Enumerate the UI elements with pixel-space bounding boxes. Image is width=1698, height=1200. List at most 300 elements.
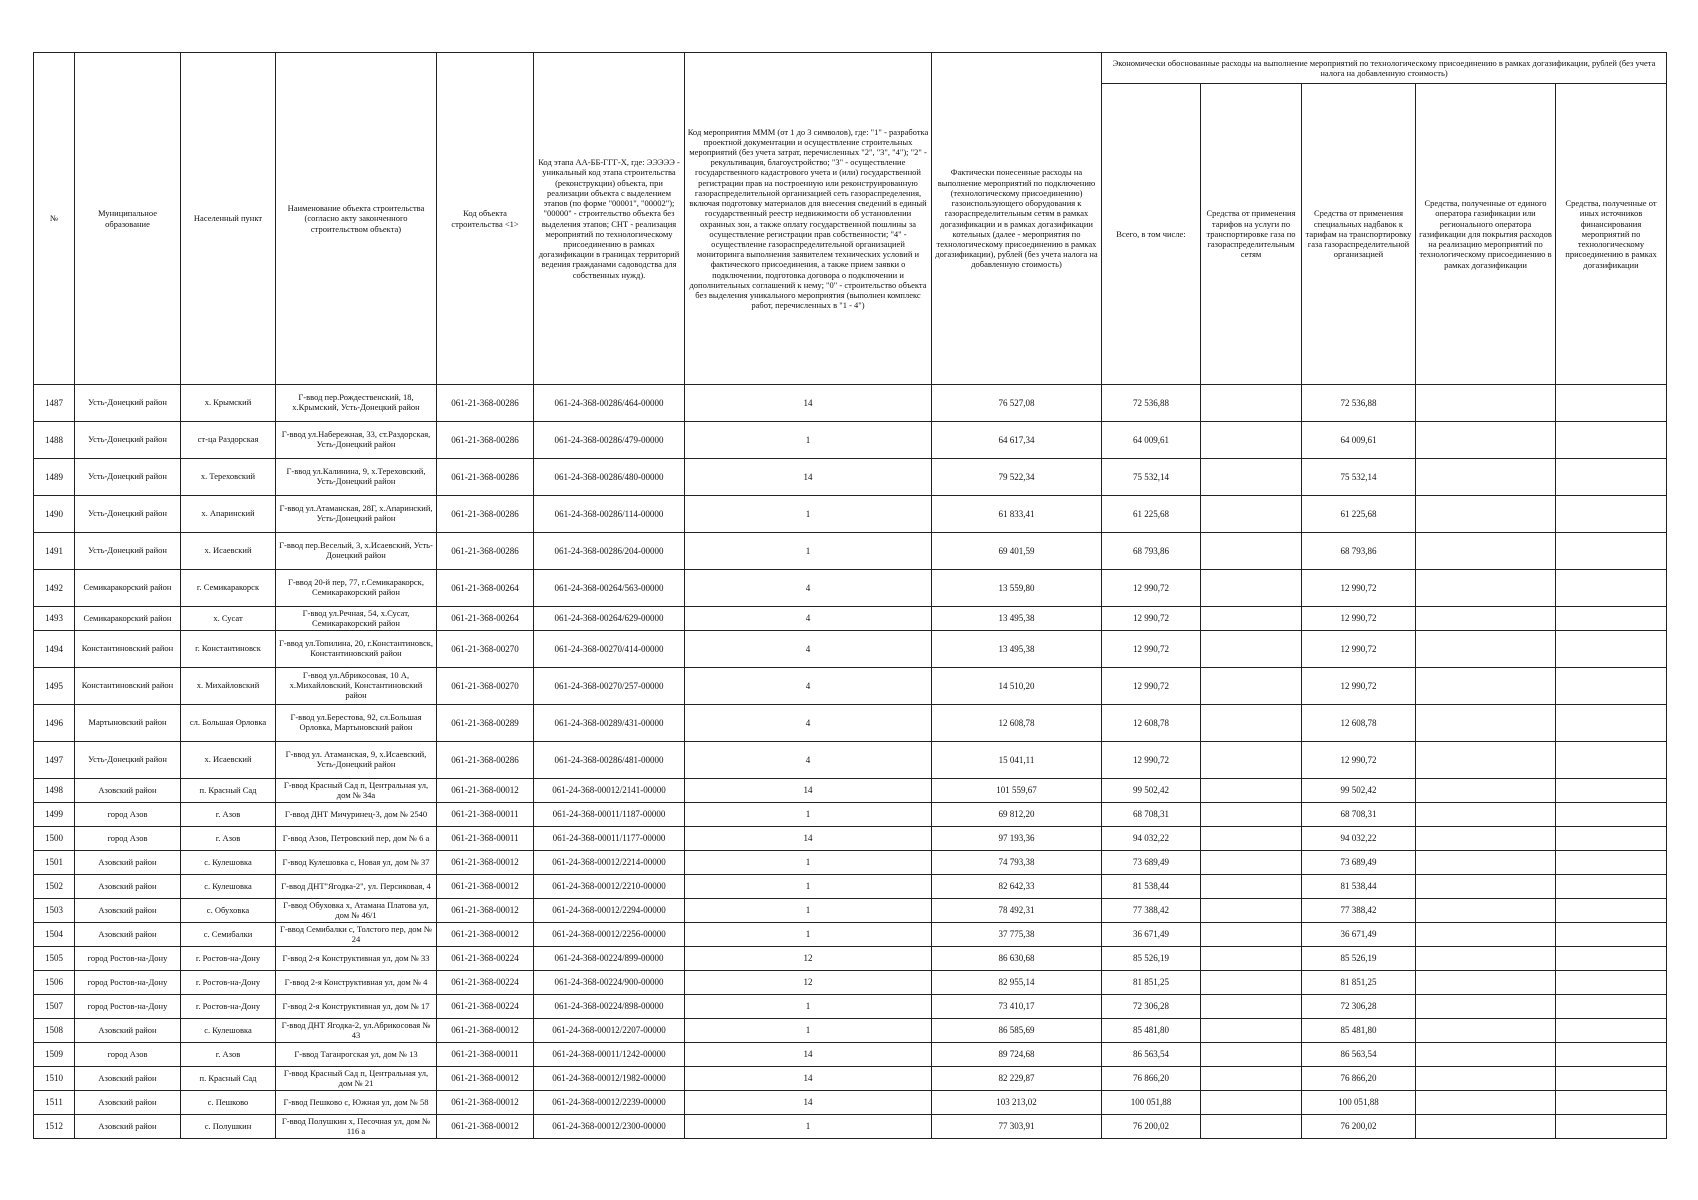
cell-stage-code: 061-24-368-00224/899-00000: [534, 947, 685, 971]
cell-other-sources: [1556, 779, 1667, 803]
cell-settlement: г. Азов: [181, 827, 276, 851]
table-row: [34, 1019, 1667, 1043]
cell-single-operator: [1416, 947, 1556, 971]
cell-municipality: Усть-Донецкий район: [75, 385, 181, 422]
cell-object-name: Г-ввод ДНТ Ягодка-2, ул.Абрикосовая № 43: [276, 1019, 437, 1043]
cell-single-operator: [1416, 803, 1556, 827]
cell-object-code: 061-21-368-00286: [437, 742, 534, 779]
cell-actual-costs: 86 585,69: [932, 1019, 1102, 1043]
table-header: [34, 53, 1667, 385]
cell-num: 1505: [34, 947, 75, 971]
cell-stage-code: 061-24-368-00012/2256-00000: [534, 923, 685, 947]
cell-settlement: х. Тереховский: [181, 459, 276, 496]
cell-municipality: Семикаракорский район: [75, 607, 181, 631]
cell-special-markups: 81 851,25: [1302, 971, 1416, 995]
cell-activity-code: 14: [685, 827, 932, 851]
cell-other-sources: [1556, 607, 1667, 631]
cell-object-code: 061-21-368-00011: [437, 803, 534, 827]
table-row: [34, 1043, 1667, 1067]
cell-tariff-transport: [1201, 803, 1302, 827]
cell-tariff-transport: [1201, 496, 1302, 533]
cell-object-name: Г-ввод ДНТ"Ягодка-2", ул. Персиковая, 4: [276, 875, 437, 899]
cell-other-sources: [1556, 1067, 1667, 1091]
table-row: [34, 570, 1667, 607]
table-row: [34, 533, 1667, 570]
cell-num: 1492: [34, 570, 75, 607]
cell-activity-code: 4: [685, 668, 932, 705]
cell-settlement: с. Обуховка: [181, 899, 276, 923]
cell-object-name: Г-ввод Таганрогская ул, дом № 13: [276, 1043, 437, 1067]
cell-stage-code: 061-24-368-00270/414-00000: [534, 631, 685, 668]
cell-single-operator: [1416, 1067, 1556, 1091]
cell-other-sources: [1556, 631, 1667, 668]
cell-special-markups: 76 200,02: [1302, 1115, 1416, 1139]
cell-municipality: Азовский район: [75, 1019, 181, 1043]
col-header-settlement: Населенный пункт: [181, 53, 276, 385]
cell-object-code: 061-21-368-00011: [437, 1043, 534, 1067]
cell-total: 85 481,80: [1102, 1019, 1201, 1043]
cell-total: 73 689,49: [1102, 851, 1201, 875]
cell-tariff-transport: [1201, 1043, 1302, 1067]
cell-single-operator: [1416, 1091, 1556, 1115]
cell-object-name: Г-ввод ул.Калинина, 9, х.Тереховский, Усть-Донецкий район: [276, 459, 437, 496]
cell-special-markups: 72 306,28: [1302, 995, 1416, 1019]
cell-stage-code: 061-24-368-00012/1982-00000: [534, 1067, 685, 1091]
cell-other-sources: [1556, 570, 1667, 607]
cell-object-name: Г-ввод Кулешовка с, Новая ул, дом № 37: [276, 851, 437, 875]
cell-settlement: сл. Большая Орловка: [181, 705, 276, 742]
cell-actual-costs: 101 559,67: [932, 779, 1102, 803]
cell-activity-code: 14: [685, 1067, 932, 1091]
col-header-object-name: Наименование объекта строительства (согласно акту законченного строительством объекта): [276, 53, 437, 385]
cell-total: 64 009,61: [1102, 422, 1201, 459]
cell-num: 1496: [34, 705, 75, 742]
cell-total: 12 990,72: [1102, 742, 1201, 779]
cell-municipality: город Азов: [75, 803, 181, 827]
cell-tariff-transport: [1201, 995, 1302, 1019]
cell-single-operator: [1416, 923, 1556, 947]
cell-actual-costs: 82 642,33: [932, 875, 1102, 899]
cell-municipality: Азовский район: [75, 1067, 181, 1091]
cell-municipality: Усть-Донецкий район: [75, 422, 181, 459]
cell-municipality: город Ростов-на-Дону: [75, 947, 181, 971]
cell-num: 1490: [34, 496, 75, 533]
cell-stage-code: 061-24-368-00286/204-00000: [534, 533, 685, 570]
cell-activity-code: 1: [685, 533, 932, 570]
cell-total: 77 388,42: [1102, 899, 1201, 923]
cell-stage-code: 061-24-368-00289/431-00000: [534, 705, 685, 742]
docs-table: [33, 52, 1667, 1139]
cell-tariff-transport: [1201, 923, 1302, 947]
cell-num: 1500: [34, 827, 75, 851]
cell-special-markups: 81 538,44: [1302, 875, 1416, 899]
cell-tariff-transport: [1201, 631, 1302, 668]
table-row: [34, 995, 1667, 1019]
cell-special-markups: 77 388,42: [1302, 899, 1416, 923]
cell-object-code: 061-21-368-00012: [437, 779, 534, 803]
cell-other-sources: [1556, 1115, 1667, 1139]
cell-activity-code: 1: [685, 1019, 932, 1043]
cell-special-markups: 68 708,31: [1302, 803, 1416, 827]
cell-stage-code: 061-24-368-00286/464-00000: [534, 385, 685, 422]
cell-num: 1498: [34, 779, 75, 803]
cell-settlement: г. Азов: [181, 803, 276, 827]
cell-tariff-transport: [1201, 668, 1302, 705]
cell-total: 100 051,88: [1102, 1091, 1201, 1115]
cell-object-name: Г-ввод 20-й пер, 77, г.Семикаракорск, Семикаракорский район: [276, 570, 437, 607]
cell-activity-code: 12: [685, 971, 932, 995]
cell-num: 1493: [34, 607, 75, 631]
cell-actual-costs: 89 724,68: [932, 1043, 1102, 1067]
cell-activity-code: 14: [685, 1091, 932, 1115]
cell-other-sources: [1556, 533, 1667, 570]
cell-num: 1489: [34, 459, 75, 496]
cell-total: 85 526,19: [1102, 947, 1201, 971]
cell-municipality: Усть-Донецкий район: [75, 533, 181, 570]
cell-actual-costs: 12 608,78: [932, 705, 1102, 742]
cell-other-sources: [1556, 668, 1667, 705]
cell-municipality: Азовский район: [75, 875, 181, 899]
table-row: [34, 899, 1667, 923]
cell-stage-code: 061-24-368-00011/1187-00000: [534, 803, 685, 827]
cell-settlement: х. Апаринский: [181, 496, 276, 533]
cell-single-operator: [1416, 742, 1556, 779]
cell-settlement: п. Красный Сад: [181, 779, 276, 803]
cell-single-operator: [1416, 385, 1556, 422]
col-header-num: №: [34, 53, 75, 385]
cell-num: 1506: [34, 971, 75, 995]
cell-num: 1495: [34, 668, 75, 705]
cell-object-name: Г-ввод ул.Абрикосовая, 10 А, х.Михайловский, Константиновский район: [276, 668, 437, 705]
col-header-single-operator: Средства, полученные от единого оператора газификации или регионального оператора газификации для покрытия расходов на реализацию мероприятий по технологическому присоединению в рамках догазификации: [1416, 84, 1556, 385]
cell-other-sources: [1556, 1019, 1667, 1043]
cell-object-code: 061-21-368-00012: [437, 1067, 534, 1091]
cell-num: 1502: [34, 875, 75, 899]
cell-municipality: Азовский район: [75, 779, 181, 803]
cell-special-markups: 12 990,72: [1302, 668, 1416, 705]
cell-actual-costs: 97 193,36: [932, 827, 1102, 851]
cell-special-markups: 85 526,19: [1302, 947, 1416, 971]
cell-stage-code: 061-24-368-00286/480-00000: [534, 459, 685, 496]
cell-settlement: г. Ростов-на-Дону: [181, 971, 276, 995]
cell-settlement: х. Исаевский: [181, 533, 276, 570]
col-header-object-code: Код объекта строительства <1>: [437, 53, 534, 385]
cell-num: 1497: [34, 742, 75, 779]
cell-actual-costs: 37 775,38: [932, 923, 1102, 947]
cell-total: 76 200,02: [1102, 1115, 1201, 1139]
cell-settlement: х. Крымский: [181, 385, 276, 422]
cell-stage-code: 061-24-368-00012/2300-00000: [534, 1115, 685, 1139]
cell-object-code: 061-21-368-00286: [437, 533, 534, 570]
cell-object-code: 061-21-368-00270: [437, 631, 534, 668]
cell-stage-code: 061-24-368-00012/2141-00000: [534, 779, 685, 803]
col-header-tariff-transport: Средства от применения тарифов на услуги по транспортировке газа по газораспределительным сетям: [1201, 84, 1302, 385]
cell-num: 1488: [34, 422, 75, 459]
table-row: [34, 779, 1667, 803]
cell-settlement: г. Ростов-на-Дону: [181, 995, 276, 1019]
cell-special-markups: 12 990,72: [1302, 570, 1416, 607]
cell-municipality: город Азов: [75, 827, 181, 851]
cell-tariff-transport: [1201, 779, 1302, 803]
cell-tariff-transport: [1201, 947, 1302, 971]
cell-special-markups: 12 990,72: [1302, 631, 1416, 668]
cell-tariff-transport: [1201, 899, 1302, 923]
table-row: [34, 923, 1667, 947]
cell-settlement: х. Сусат: [181, 607, 276, 631]
cell-object-code: 061-21-368-00012: [437, 899, 534, 923]
cell-activity-code: 1: [685, 875, 932, 899]
table-row: [34, 459, 1667, 496]
cell-tariff-transport: [1201, 570, 1302, 607]
cell-settlement: г. Азов: [181, 1043, 276, 1067]
cell-num: 1503: [34, 899, 75, 923]
cell-tariff-transport: [1201, 827, 1302, 851]
cell-tariff-transport: [1201, 533, 1302, 570]
cell-settlement: с. Семибалки: [181, 923, 276, 947]
table-row: [34, 496, 1667, 533]
col-header-stage-code: Код этапа АА-ББ-ГГГ-Х, где: ЭЭЭЭЭ - уникальный код этапа строительства (реконструкции) объекта, при реализации объекта с выделением этапов (по форме "00001", "00002"); "00000" - строительство объекта без выделения этапов; СНТ - реализация мероприятий по технологическому присоединению в рамках догазификации в границах территорий ведения гражданами садоводства для собственных нужд).: [534, 53, 685, 385]
cell-special-markups: 94 032,22: [1302, 827, 1416, 851]
cell-stage-code: 061-24-368-00011/1242-00000: [534, 1043, 685, 1067]
cell-object-code: 061-21-368-00012: [437, 923, 534, 947]
cell-stage-code: 061-24-368-00012/2207-00000: [534, 1019, 685, 1043]
cell-object-code: 061-21-368-00286: [437, 422, 534, 459]
cell-single-operator: [1416, 851, 1556, 875]
table-row: [34, 631, 1667, 668]
cell-activity-code: 1: [685, 803, 932, 827]
cell-actual-costs: 15 041,11: [932, 742, 1102, 779]
cell-activity-code: 14: [685, 779, 932, 803]
cell-single-operator: [1416, 875, 1556, 899]
cell-municipality: Азовский район: [75, 1115, 181, 1139]
cell-single-operator: [1416, 899, 1556, 923]
cell-actual-costs: 74 793,38: [932, 851, 1102, 875]
cell-tariff-transport: [1201, 742, 1302, 779]
table-row: [34, 1067, 1667, 1091]
cell-object-name: Г-ввод пер.Веселый, 3, х.Исаевский, Усть-Донецкий район: [276, 533, 437, 570]
cell-municipality: Усть-Донецкий район: [75, 496, 181, 533]
cell-total: 12 990,72: [1102, 631, 1201, 668]
cell-total: 72 536,88: [1102, 385, 1201, 422]
cell-special-markups: 61 225,68: [1302, 496, 1416, 533]
cell-stage-code: 061-24-368-00286/481-00000: [534, 742, 685, 779]
table-row: [34, 607, 1667, 631]
cell-stage-code: 061-24-368-00286/114-00000: [534, 496, 685, 533]
table-row: [34, 705, 1667, 742]
cell-municipality: Азовский район: [75, 923, 181, 947]
cell-stage-code: 061-24-368-00264/563-00000: [534, 570, 685, 607]
cell-other-sources: [1556, 496, 1667, 533]
cell-total: 81 538,44: [1102, 875, 1201, 899]
cell-activity-code: 4: [685, 570, 932, 607]
cell-tariff-transport: [1201, 1067, 1302, 1091]
cell-object-code: 061-21-368-00264: [437, 570, 534, 607]
cell-total: 12 990,72: [1102, 607, 1201, 631]
cell-activity-code: 4: [685, 631, 932, 668]
col-header-activity-code: Код мероприятия МММ (от 1 до 3 символов), где: "1" - разработка проектной документации и осуществление строительных мероприятий (без учета затрат, перечисленных "2", "3", "4"); "2" - рекультивация, благоустройство; "3" - осуществление государственного кадастрового учета и (или) государственной регистрации прав на построенную или реконструированную газораспределительной организацией сеть газораспределения, включая подготовку материалов для внесения сведений в единый государственный реестр недвижимости об установлении охранных зон, а также оплату государственной пошлины за осуществление регистрации прав собственности; "4" - осуществление газораспределительной организацией мониторинга выполнения заявителем технических условий и фактического присоединения, а также прием заявки о подключении, подготовка договора о подключении и дополнительных соглашений к нему; "0" - строительство объекта без выделения уникального мероприятия (выполнен комплекс работ, перечисленных в "1 - 4"): [685, 53, 932, 385]
cell-activity-code: 12: [685, 947, 932, 971]
cell-single-operator: [1416, 995, 1556, 1019]
cell-settlement: ст-ца Раздорская: [181, 422, 276, 459]
cell-stage-code: 061-24-368-00286/479-00000: [534, 422, 685, 459]
cell-object-name: Г-ввод ДНТ Мичуринец-3, дом № 2540: [276, 803, 437, 827]
cell-settlement: п. Красный Сад: [181, 1067, 276, 1091]
cell-settlement: с. Кулешовка: [181, 851, 276, 875]
cell-special-markups: 72 536,88: [1302, 385, 1416, 422]
cell-num: 1499: [34, 803, 75, 827]
cell-municipality: Мартыновский район: [75, 705, 181, 742]
col-header-total: Всего, в том числе:: [1102, 84, 1201, 385]
cell-object-code: 061-21-368-00011: [437, 827, 534, 851]
cell-actual-costs: 79 522,34: [932, 459, 1102, 496]
cell-special-markups: 68 793,86: [1302, 533, 1416, 570]
table-row: [34, 851, 1667, 875]
table-row: [34, 385, 1667, 422]
cell-other-sources: [1556, 459, 1667, 496]
cell-object-name: Г-ввод ул.Речная, 54, х.Сусат, Семикаракорский район: [276, 607, 437, 631]
cell-activity-code: 4: [685, 742, 932, 779]
cell-total: 12 990,72: [1102, 570, 1201, 607]
cell-num: 1512: [34, 1115, 75, 1139]
col-header-municipality: Муниципальное образование: [75, 53, 181, 385]
cell-settlement: с. Кулешовка: [181, 1019, 276, 1043]
cell-tariff-transport: [1201, 385, 1302, 422]
cell-total: 61 225,68: [1102, 496, 1201, 533]
cell-total: 68 708,31: [1102, 803, 1201, 827]
cell-settlement: с. Полушкин: [181, 1115, 276, 1139]
table-row: [34, 971, 1667, 995]
cell-tariff-transport: [1201, 607, 1302, 631]
cell-num: 1494: [34, 631, 75, 668]
col-header-econ-group: Экономически обоснованные расходы на выполнение мероприятий по технологическому присоединению в рамках догазификации, рублей (без учета налога на добавленную стоимость): [1102, 53, 1667, 84]
cell-single-operator: [1416, 607, 1556, 631]
cell-special-markups: 99 502,42: [1302, 779, 1416, 803]
cell-single-operator: [1416, 1043, 1556, 1067]
cell-actual-costs: 69 812,20: [932, 803, 1102, 827]
cell-other-sources: [1556, 971, 1667, 995]
cell-municipality: Азовский район: [75, 851, 181, 875]
cell-single-operator: [1416, 459, 1556, 496]
cell-stage-code: 061-24-368-00224/898-00000: [534, 995, 685, 1019]
cell-municipality: Семикаракорский район: [75, 570, 181, 607]
cell-single-operator: [1416, 631, 1556, 668]
cell-special-markups: 73 689,49: [1302, 851, 1416, 875]
cell-total: 75 532,14: [1102, 459, 1201, 496]
cell-activity-code: 4: [685, 607, 932, 631]
cell-tariff-transport: [1201, 1115, 1302, 1139]
cell-object-code: 061-21-368-00270: [437, 668, 534, 705]
cell-special-markups: 12 990,72: [1302, 742, 1416, 779]
col-header-special-markups: Средства от применения специальных надбавок к тарифам на транспортировку газа газораспределительной организацией: [1302, 84, 1416, 385]
cell-actual-costs: 61 833,41: [932, 496, 1102, 533]
cell-num: 1511: [34, 1091, 75, 1115]
cell-special-markups: 64 009,61: [1302, 422, 1416, 459]
cell-total: 86 563,54: [1102, 1043, 1201, 1067]
cell-num: 1504: [34, 923, 75, 947]
cell-settlement: г. Ростов-на-Дону: [181, 947, 276, 971]
cell-object-name: Г-ввод Полушкин х, Песочная ул, дом № 116 а: [276, 1115, 437, 1139]
cell-activity-code: 1: [685, 851, 932, 875]
cell-actual-costs: 13 495,38: [932, 631, 1102, 668]
cell-stage-code: 061-24-368-00012/2294-00000: [534, 899, 685, 923]
cell-other-sources: [1556, 995, 1667, 1019]
cell-actual-costs: 13 559,80: [932, 570, 1102, 607]
cell-municipality: Константиновский район: [75, 668, 181, 705]
cell-object-code: 061-21-368-00012: [437, 875, 534, 899]
cell-stage-code: 061-24-368-00012/2239-00000: [534, 1091, 685, 1115]
cell-other-sources: [1556, 875, 1667, 899]
cell-activity-code: 1: [685, 899, 932, 923]
cell-object-code: 061-21-368-00012: [437, 1019, 534, 1043]
cell-other-sources: [1556, 1043, 1667, 1067]
cell-tariff-transport: [1201, 851, 1302, 875]
col-header-actual-costs: Фактически понесенные расходы на выполнение мероприятий по подключению (технологическому присоединению) газоиспользующего оборудования к газораспределительным сетям в рамках догазификации и в рамках догазификации котельных (далее - мероприятия по технологическому присоединению в рамках догазификации), рублей (без учета налога на добавленную стоимость): [932, 53, 1102, 385]
cell-activity-code: 4: [685, 705, 932, 742]
cell-single-operator: [1416, 779, 1556, 803]
cell-other-sources: [1556, 803, 1667, 827]
cell-total: 94 032,22: [1102, 827, 1201, 851]
cell-total: 99 502,42: [1102, 779, 1201, 803]
cell-total: 12 990,72: [1102, 668, 1201, 705]
cell-other-sources: [1556, 899, 1667, 923]
table-body: [34, 385, 1667, 1139]
cell-object-code: 061-21-368-00012: [437, 1091, 534, 1115]
cell-object-name: Г-ввод 2-я Конструктивная ул, дом № 4: [276, 971, 437, 995]
cell-tariff-transport: [1201, 705, 1302, 742]
cell-activity-code: 1: [685, 923, 932, 947]
cell-stage-code: 061-24-368-00012/2210-00000: [534, 875, 685, 899]
cell-total: 72 306,28: [1102, 995, 1201, 1019]
cell-num: 1487: [34, 385, 75, 422]
cell-actual-costs: 82 955,14: [932, 971, 1102, 995]
cell-municipality: Азовский район: [75, 899, 181, 923]
cell-single-operator: [1416, 705, 1556, 742]
cell-settlement: г. Семикаракорск: [181, 570, 276, 607]
cell-stage-code: 061-24-368-00264/629-00000: [534, 607, 685, 631]
cell-actual-costs: 82 229,87: [932, 1067, 1102, 1091]
cell-actual-costs: 14 510,20: [932, 668, 1102, 705]
cell-single-operator: [1416, 971, 1556, 995]
cell-object-name: Г-ввод 2-я Конструктивная ул, дом № 17: [276, 995, 437, 1019]
cell-object-name: Г-ввод ул.Набережная, 33, ст.Раздорская, Усть-Донецкий район: [276, 422, 437, 459]
cell-total: 81 851,25: [1102, 971, 1201, 995]
cell-municipality: город Ростов-на-Дону: [75, 995, 181, 1019]
cell-actual-costs: 64 617,34: [932, 422, 1102, 459]
cell-num: 1501: [34, 851, 75, 875]
cell-special-markups: 12 608,78: [1302, 705, 1416, 742]
cell-other-sources: [1556, 422, 1667, 459]
cell-object-code: 061-21-368-00224: [437, 995, 534, 1019]
cell-object-code: 061-21-368-00224: [437, 947, 534, 971]
cell-special-markups: 12 990,72: [1302, 607, 1416, 631]
cell-object-name: Г-ввод ул.Топилина, 20, г.Константиновск, Константиновский район: [276, 631, 437, 668]
cell-tariff-transport: [1201, 1091, 1302, 1115]
cell-total: 12 608,78: [1102, 705, 1201, 742]
cell-municipality: город Ростов-на-Дону: [75, 971, 181, 995]
cell-special-markups: 100 051,88: [1302, 1091, 1416, 1115]
cell-object-name: Г-ввод Красный Сад п, Центральная ул, дом № 34а: [276, 779, 437, 803]
cell-object-name: Г-ввод ул. Атаманская, 9, х.Исаевский, Усть-Донецкий район: [276, 742, 437, 779]
cell-municipality: Усть-Донецкий район: [75, 459, 181, 496]
cell-settlement: х. Михайловский: [181, 668, 276, 705]
cell-num: 1508: [34, 1019, 75, 1043]
cell-object-code: 061-21-368-00289: [437, 705, 534, 742]
cell-other-sources: [1556, 705, 1667, 742]
cell-stage-code: 061-24-368-00224/900-00000: [534, 971, 685, 995]
cell-single-operator: [1416, 1019, 1556, 1043]
cell-num: 1507: [34, 995, 75, 1019]
cell-other-sources: [1556, 851, 1667, 875]
